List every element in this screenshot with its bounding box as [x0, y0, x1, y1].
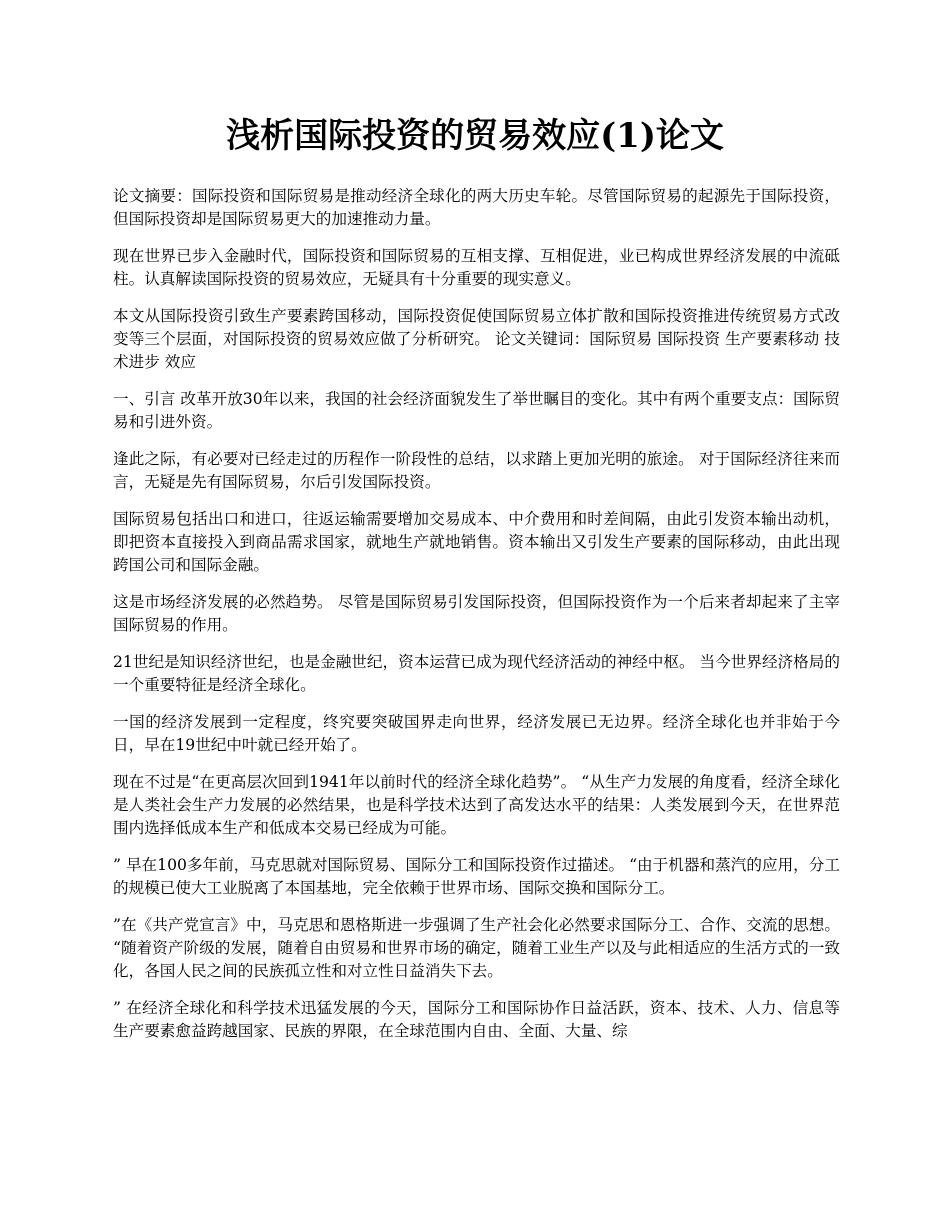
paragraph: 现在不过是“在更高层次回到1941年以前时代的经济全球化趋势”。 “从生产力发展的角度看，经济全球化是人类社会生产力发展的必然结果，也是科学技术达到了高发达水平的结果：人类发展到今天，在世界范围内选择低成本生产和低成本交易已经成为可能。 — [113, 773, 840, 837]
paragraph-keywords: 本文从国际投资引致生产要素跨国移动，国际投资促使国际贸易立体扩散和国际投资推进传统贸易方式改变等三个层面，对国际投资的贸易效应做了分析研究。 论文关键词：国际贸易 国际投资 生产要素移动 技术进步 效应 — [113, 307, 840, 371]
paragraph: 现在世界已步入金融时代，国际投资和国际贸易的互相支撑、互相促进，业已构成世界经济发展的中流砥柱。认真解读国际投资的贸易效应，无疑具有十分重要的现实意义。 — [113, 247, 840, 288]
page-title: 浅析国际投资的贸易效应(1)论文 — [226, 116, 724, 156]
paragraph: ”在《共产党宣言》中，马克思和恩格斯进一步强调了生产社会化必然要求国际分工、合作、交流的思想。 “随着资产阶级的发展，随着自由贸易和世界市场的确定，随着工业生产以及与此相适应的生活方式的一致化，各国人民之间的民族孤立性和对立性日益消失下去。 — [113, 916, 840, 980]
paragraph: ” 在经济全球化和科学技术迅猛发展的今天，国际分工和国际协作日益活跃，资本、技术、人力、信息等生产要素愈益跨越国家、民族的界限，在全球范围内自由、全面、大量、综 — [113, 999, 840, 1040]
paragraph-introduction: 一、引言 改革开放30年以来，我国的社会经济面貌发生了举世瞩目的变化。其中有两个重要支点：国际贸易和引进外资。 — [113, 390, 840, 431]
paragraph-abstract: 论文摘要：国际投资和国际贸易是推动经济全球化的两大历史车轮。尽管国际贸易的起源先于国际投资，但国际投资却是国际贸易更大的加速推动力量。 — [113, 187, 840, 228]
paragraph: 这是市场经济发展的必然趋势。 尽管是国际贸易引发国际投资，但国际投资作为一个后来者却起来了主宰国际贸易的作用。 — [113, 593, 840, 634]
paragraph: 国际贸易包括出口和进口，往返运输需要增加交易成本、中介费用和时差间隔，由此引发资本输出动机，即把资本直接投入到商品需求国家，就地生产就地销售。资本输出又引发生产要素的国际移动，由此出现跨国公司和国际金融。 — [113, 510, 840, 574]
paragraph: 21世纪是知识经济世纪，也是金融世纪，资本运营已成为现代经济活动的神经中枢。 当今世界经济格局的一个重要特征是经济全球化。 — [113, 653, 840, 694]
document-body — [113, 185, 840, 1057]
paragraph: 一国的经济发展到一定程度，终究要突破国界走向世界，经济发展已无边界。经济全球化也并非始于今日，早在19世纪中叶就已经开始了。 — [113, 713, 840, 754]
paragraph: ” 早在100多年前，马克思就对国际贸易、国际分工和国际投资作过描述。 “由于机器和蒸汽的应用，分工的规模已使大工业脱离了本国基地，完全依赖于世界市场、国际交换和国际分工。 — [113, 856, 840, 897]
paragraph: 逢此之际，有必要对已经走过的历程作一阶段性的总结，以求踏上更加光明的旅途。 对于国际经济往来而言，无疑是先有国际贸易，尔后引发国际投资。 — [113, 450, 840, 491]
